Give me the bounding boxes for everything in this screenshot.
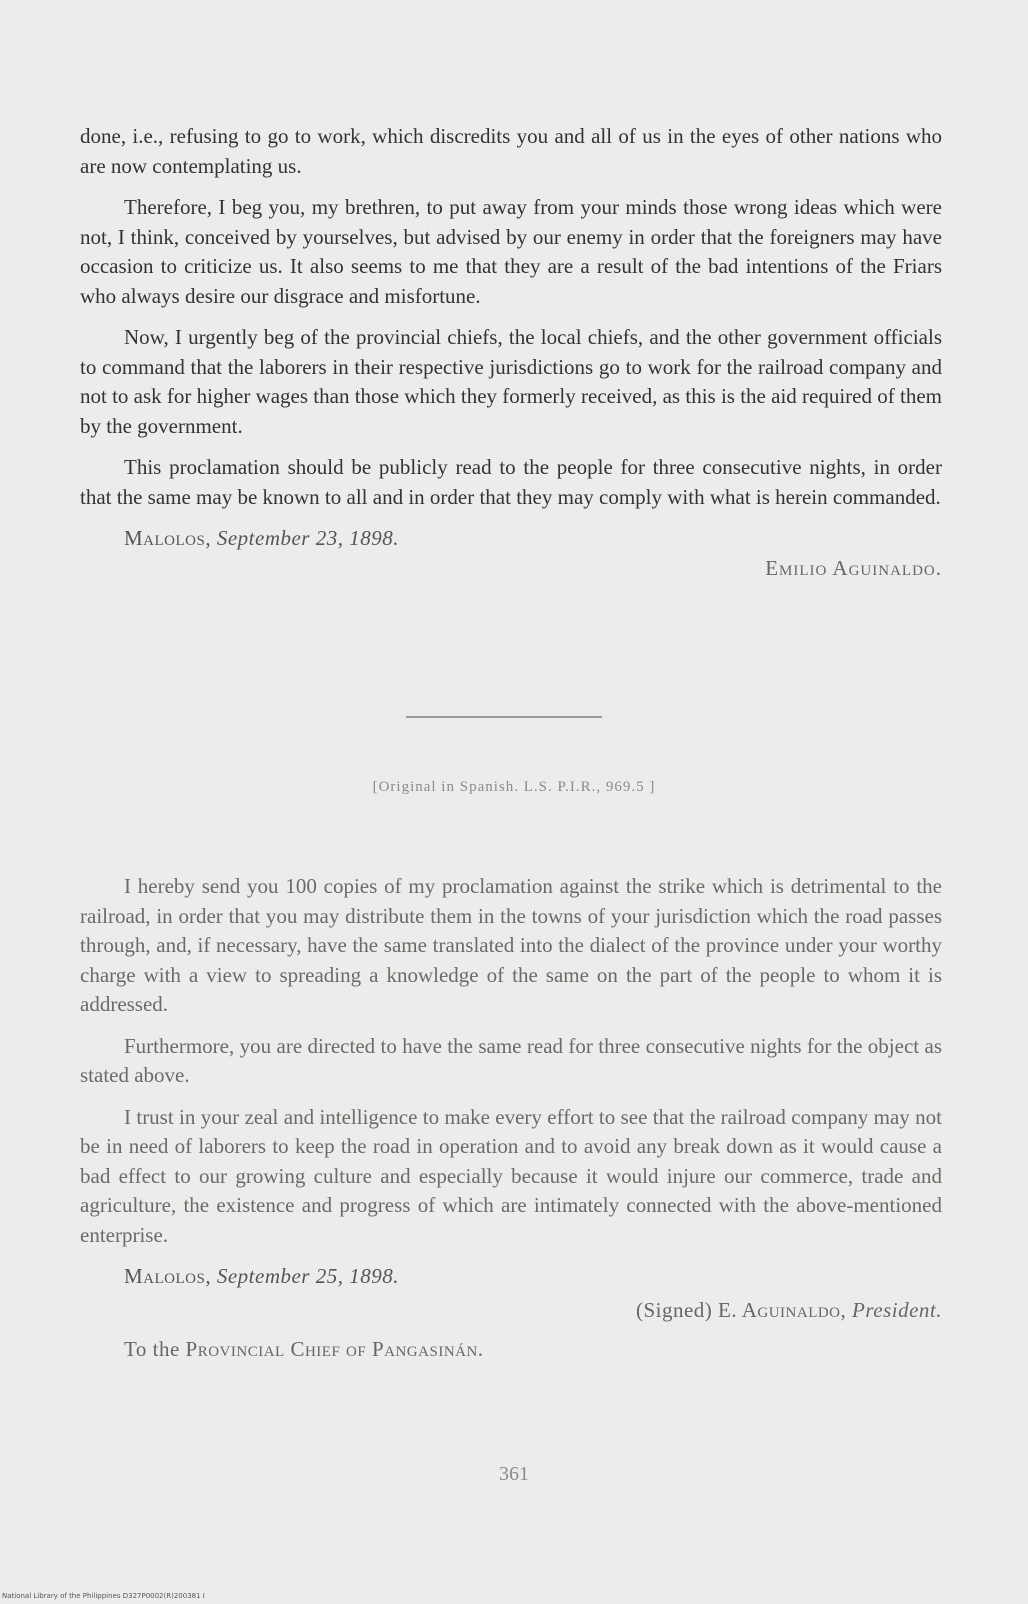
signed-prefix: (Signed) [635,1297,713,1322]
paragraph-1: done, i.e., refusing to go to work, which discredits you and all of us in the eyes of other nations who are now contemplating us. [80,124,942,178]
dateline-2 [124,1262,942,1292]
paragraph-3: Now, I urgently beg of the provincial chiefs, the local chiefs, and the other government officials to command that the laborers in their respective jurisdictions go to work for the railroad company and not to ask for higher wages than those which they formerly received, as this is the aid required of them by the government. [80,325,942,438]
letter-paragraph-1: I hereby send you 100 copies of my proclamation against the strike which is detrimental to the railroad, in order that you may distribute them in the towns of your jurisdiction which the road passes through, and, if necessary, have the same translated into the dialect of the province under your worthy charge with a view to spreading a knowledge of the same on the part of the people to whom it is addressed. [80,874,942,1016]
letter-section [80,872,942,1365]
proclamation-section [80,122,942,583]
letter-paragraph-2: Furthermore, you are directed to have the same read for three consecutive nights for the object as stated above. [80,1033,942,1087]
dateline-date-2: September 25, 1898. [216,1264,399,1288]
source-note: [Original in Spanish. L.S. P.I.R., 969.5 ] [372,779,656,795]
page-number: 361 [499,1463,529,1485]
paragraph-2: Therefore, I beg you, my brethren, to put away from your minds those wrong ideas which were not, I think, conceived by yourselves, but advised by our enemy in order that the foreigners may have occasion to criticize us. It also seems to me that they are a result of the bad intentions of the Friars who always desire our disgrace and misfortune. [80,195,942,308]
letter-paragraph-3: I trust in your zeal and intelligence to make every effort to see that the railroad company may not be in need of laborers to keep the road in operation and to avoid any break down as it would cause a bad effect to our growing culture and especially because it would injure our commerce, trade and agriculture, the existence and progress of which are intimately connected with the above-mentioned enterprise. [80,1104,942,1247]
paragraph-4: This proclamation should be publicly read to the people for three consecutive nights, in order that the same may be known to all and in order that they may comply with what is herein commanded. [80,455,942,509]
signed-name: E. Aguinaldo, [718,1297,847,1322]
addressee-prefix: To the [124,1337,180,1361]
library-footer: National Library of the Philippines D327P0002(R)200381 I [2,1592,205,1600]
addressee [124,1335,942,1365]
signature-2 [80,1296,942,1326]
signature-1: Emilio Aguinaldo. [765,555,942,580]
dateline-place: Malolos, [124,526,212,550]
dateline-place-2: Malolos, [124,1264,212,1288]
addressee-name: Provincial Chief of Pangasinán. [185,1337,484,1361]
signed-title: President. [852,1297,942,1322]
dateline-1 [124,524,942,554]
section-divider [406,716,602,718]
dateline-date: September 23, 1898. [216,526,399,550]
